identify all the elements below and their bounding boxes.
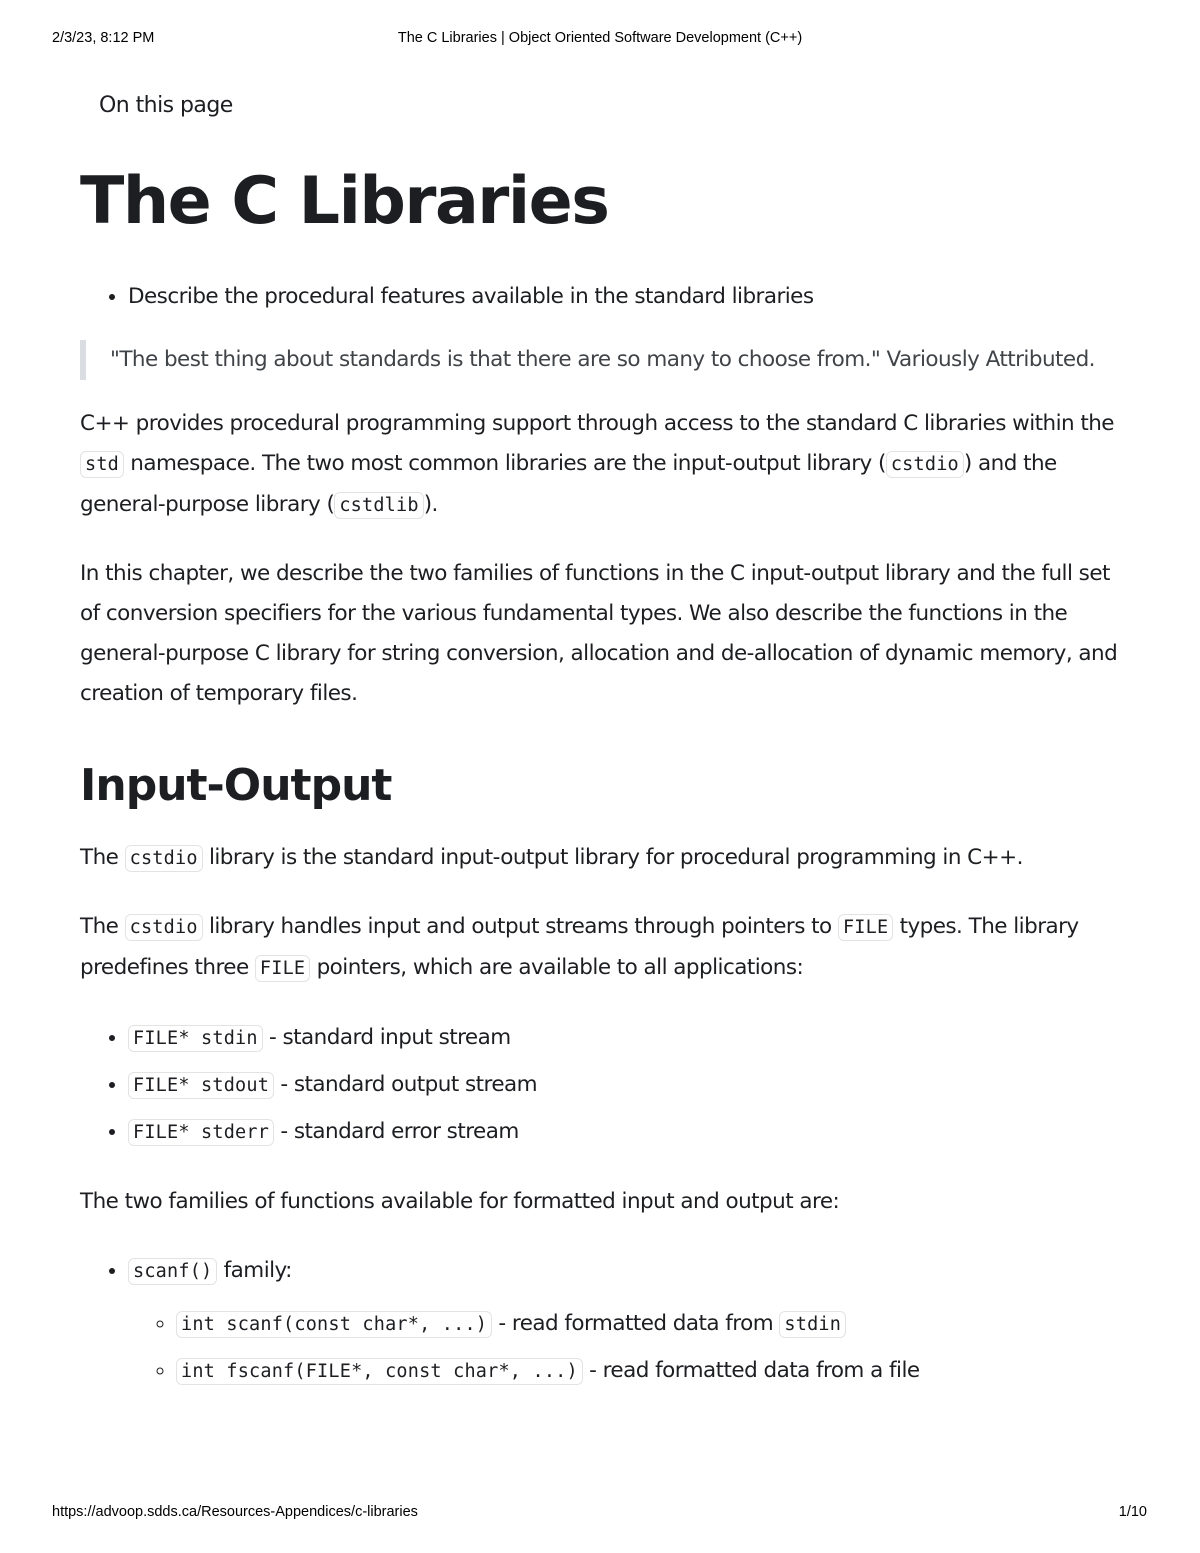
- inline-code: cstdio: [886, 451, 964, 478]
- text: - standard input stream: [262, 1025, 511, 1050]
- list-item: [128, 1017, 1120, 1060]
- list-item: [128, 1111, 1120, 1154]
- print-date: 2/3/23, 8:12 PM: [52, 30, 155, 46]
- print-header: [0, 30, 1200, 50]
- list-item: [128, 1250, 1120, 1393]
- print-title: The C Libraries | Object Oriented Software Development (C++): [397, 30, 803, 46]
- io-paragraph-3: The two families of functions available for formatted input and output are:: [80, 1189, 840, 1214]
- print-footer: [0, 1504, 1200, 1524]
- text: family:: [217, 1258, 292, 1283]
- function-family-list: [80, 1250, 1120, 1393]
- inline-code: scanf(): [128, 1258, 217, 1285]
- text: library handles input and output streams through pointers to: [202, 914, 838, 939]
- text: types. The library predefines three: [80, 914, 1079, 980]
- text: The: [80, 845, 125, 870]
- inline-code: FILE* stdout: [128, 1072, 274, 1099]
- text: The: [80, 914, 125, 939]
- article: [80, 86, 1120, 1421]
- text: ) and the general-purpose library (: [80, 451, 1057, 517]
- objective-item: • Describe the procedural features available in the standard libraries: [128, 276, 1120, 318]
- print-url: https://advoop.sdds.ca/Resources-Appendices/c-libraries: [52, 1504, 418, 1520]
- inline-code: cstdio: [125, 845, 203, 872]
- epigraph-quote: "The best thing about standards is that there are so many to choose from." Variously Attributed.: [80, 340, 1120, 380]
- text: - standard output stream: [274, 1072, 538, 1097]
- inline-code: stdin: [779, 1311, 846, 1338]
- list-item: [176, 1303, 1120, 1346]
- io-paragraph-2: [80, 907, 1120, 989]
- intro-paragraph-2: In this chapter, we describe the two families of functions in the C input-output library and the full set of conversion specifiers for the various fundamental types. We also describe the functions in the general-purpose C library for string conversion, allocation and de-allocation of dynamic memory, and creation of temporary files.: [80, 561, 1118, 706]
- list-item: [128, 1064, 1120, 1107]
- text: pointers, which are available to all applications:: [310, 955, 804, 980]
- page-number: 1/10: [1118, 1504, 1147, 1520]
- inline-code: FILE* stderr: [128, 1119, 274, 1146]
- learning-objectives: [80, 276, 1120, 318]
- stream-list: [80, 1017, 1120, 1154]
- text: - read formatted data from: [492, 1311, 780, 1336]
- text: - standard error stream: [274, 1119, 519, 1144]
- function-sublist: [128, 1303, 1120, 1393]
- inline-code: FILE: [255, 955, 310, 982]
- io-paragraph-1: [80, 838, 1120, 879]
- inline-code: cstdlib: [334, 492, 423, 519]
- inline-code: int scanf(const char*, ...): [176, 1311, 492, 1338]
- inline-code: int fscanf(FILE*, const char*, ...): [176, 1358, 583, 1385]
- text: C++ provides procedural programming support through access to the standard C libraries within the: [80, 411, 1114, 436]
- text: library is the standard input-output library for procedural programming in C++.: [202, 845, 1023, 870]
- on-this-page-toggle[interactable]: On this page: [99, 93, 233, 118]
- intro-paragraph-1: [80, 404, 1120, 526]
- text: ).: [423, 492, 438, 517]
- section-heading-input-output: Input-Output: [80, 760, 392, 811]
- page-title: The C Libraries: [80, 164, 609, 239]
- list-item: [176, 1350, 1120, 1393]
- text: namespace. The two most common libraries are the input-output library (: [124, 451, 886, 476]
- inline-code: FILE: [838, 914, 893, 941]
- inline-code: cstdio: [125, 914, 203, 941]
- inline-code: FILE* stdin: [128, 1025, 263, 1052]
- text: - read formatted data from a file: [582, 1358, 920, 1383]
- inline-code: std: [80, 451, 124, 478]
